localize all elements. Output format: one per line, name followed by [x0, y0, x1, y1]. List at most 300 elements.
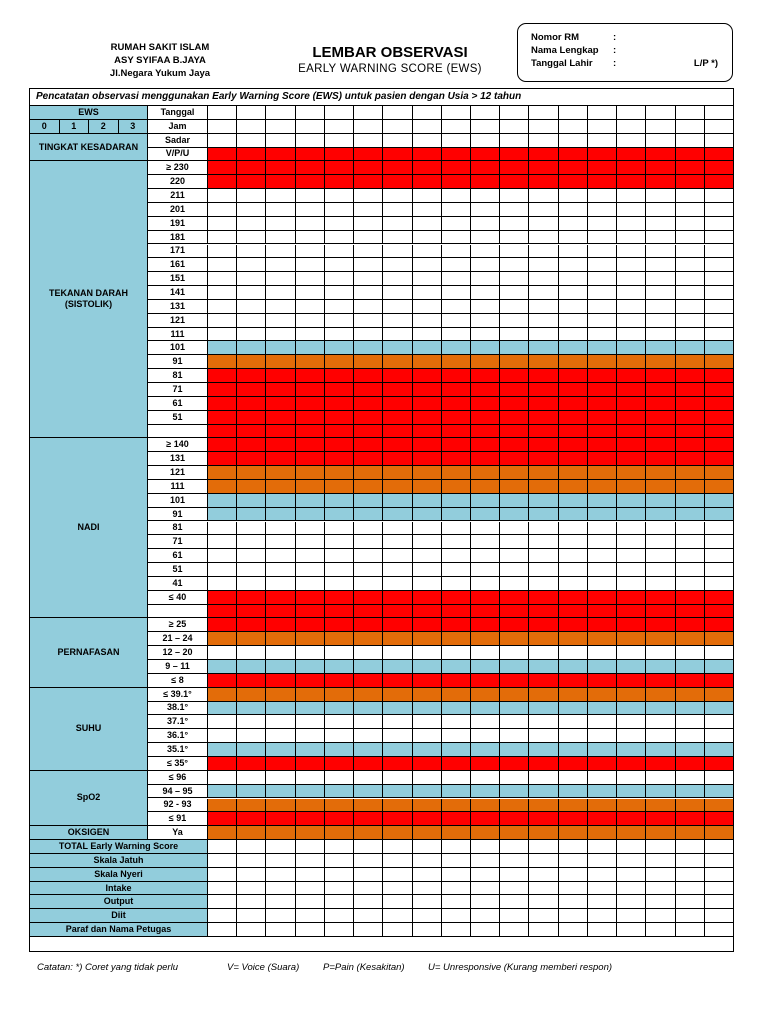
footer-cell[interactable]: [296, 923, 325, 937]
observation-cell[interactable]: [296, 231, 325, 245]
observation-cell[interactable]: [237, 314, 266, 328]
footer-cell[interactable]: [588, 840, 617, 854]
observation-cell[interactable]: [383, 300, 412, 314]
observation-cell[interactable]: [588, 245, 617, 259]
observation-cell[interactable]: [208, 161, 237, 175]
observation-cell[interactable]: [354, 494, 383, 508]
observation-cell[interactable]: [705, 438, 734, 452]
time-cell[interactable]: [442, 120, 471, 134]
observation-cell[interactable]: [442, 591, 471, 605]
footer-cell[interactable]: [354, 854, 383, 868]
observation-cell[interactable]: [296, 563, 325, 577]
observation-cell[interactable]: [442, 328, 471, 342]
observation-cell[interactable]: [646, 522, 675, 536]
observation-cell[interactable]: [588, 577, 617, 591]
observation-cell[interactable]: [354, 134, 383, 148]
observation-cell[interactable]: [266, 688, 295, 702]
date-cell[interactable]: [471, 106, 500, 120]
observation-cell[interactable]: [442, 355, 471, 369]
observation-cell[interactable]: [471, 258, 500, 272]
observation-cell[interactable]: [617, 148, 646, 162]
observation-cell[interactable]: [617, 577, 646, 591]
observation-cell[interactable]: [529, 369, 558, 383]
observation-cell[interactable]: [559, 549, 588, 563]
observation-cell[interactable]: [354, 646, 383, 660]
observation-cell[interactable]: [588, 480, 617, 494]
observation-cell[interactable]: [296, 674, 325, 688]
observation-cell[interactable]: [529, 799, 558, 813]
observation-cell[interactable]: [208, 425, 237, 439]
footer-cell[interactable]: [588, 923, 617, 937]
observation-cell[interactable]: [500, 425, 529, 439]
observation-cell[interactable]: [646, 508, 675, 522]
footer-cell[interactable]: [296, 882, 325, 896]
observation-cell[interactable]: [237, 577, 266, 591]
observation-cell[interactable]: [208, 508, 237, 522]
observation-cell[interactable]: [500, 591, 529, 605]
observation-cell[interactable]: [383, 189, 412, 203]
observation-cell[interactable]: [500, 203, 529, 217]
observation-cell[interactable]: [383, 549, 412, 563]
observation-cell[interactable]: [559, 466, 588, 480]
observation-cell[interactable]: [529, 729, 558, 743]
footer-cell[interactable]: [208, 923, 237, 937]
observation-cell[interactable]: [500, 258, 529, 272]
footer-cell[interactable]: [500, 868, 529, 882]
observation-cell[interactable]: [617, 508, 646, 522]
observation-cell[interactable]: [676, 383, 705, 397]
observation-cell[interactable]: [266, 286, 295, 300]
observation-cell[interactable]: [676, 480, 705, 494]
observation-cell[interactable]: [208, 245, 237, 259]
observation-cell[interactable]: [442, 425, 471, 439]
observation-cell[interactable]: [676, 729, 705, 743]
observation-cell[interactable]: [676, 618, 705, 632]
observation-cell[interactable]: [617, 161, 646, 175]
observation-cell[interactable]: [442, 508, 471, 522]
observation-cell[interactable]: [529, 425, 558, 439]
observation-cell[interactable]: [500, 785, 529, 799]
footer-cell[interactable]: [646, 923, 675, 937]
observation-cell[interactable]: [296, 771, 325, 785]
observation-cell[interactable]: [208, 771, 237, 785]
observation-cell[interactable]: [413, 452, 442, 466]
observation-cell[interactable]: [325, 771, 354, 785]
observation-cell[interactable]: [442, 757, 471, 771]
observation-cell[interactable]: [676, 535, 705, 549]
observation-cell[interactable]: [325, 535, 354, 549]
observation-cell[interactable]: [676, 438, 705, 452]
observation-cell[interactable]: [705, 314, 734, 328]
observation-cell[interactable]: [325, 632, 354, 646]
observation-cell[interactable]: [559, 355, 588, 369]
observation-cell[interactable]: [442, 148, 471, 162]
observation-cell[interactable]: [442, 826, 471, 840]
observation-cell[interactable]: [296, 425, 325, 439]
observation-cell[interactable]: [500, 715, 529, 729]
observation-cell[interactable]: [705, 466, 734, 480]
footer-cell[interactable]: [705, 882, 734, 896]
observation-cell[interactable]: [676, 369, 705, 383]
observation-cell[interactable]: [617, 522, 646, 536]
observation-cell[interactable]: [529, 743, 558, 757]
observation-cell[interactable]: [471, 646, 500, 660]
observation-cell[interactable]: [529, 452, 558, 466]
observation-cell[interactable]: [646, 812, 675, 826]
observation-cell[interactable]: [676, 743, 705, 757]
observation-cell[interactable]: [325, 355, 354, 369]
observation-cell[interactable]: [208, 494, 237, 508]
observation-cell[interactable]: [588, 272, 617, 286]
observation-cell[interactable]: [413, 328, 442, 342]
observation-cell[interactable]: [705, 771, 734, 785]
observation-cell[interactable]: [471, 217, 500, 231]
observation-cell[interactable]: [676, 328, 705, 342]
observation-cell[interactable]: [237, 508, 266, 522]
observation-cell[interactable]: [325, 618, 354, 632]
observation-cell[interactable]: [705, 688, 734, 702]
footer-cell[interactable]: [500, 895, 529, 909]
observation-cell[interactable]: [617, 355, 646, 369]
observation-cell[interactable]: [529, 702, 558, 716]
observation-cell[interactable]: [529, 535, 558, 549]
observation-cell[interactable]: [617, 743, 646, 757]
observation-cell[interactable]: [266, 757, 295, 771]
observation-cell[interactable]: [296, 286, 325, 300]
observation-cell[interactable]: [559, 258, 588, 272]
observation-cell[interactable]: [237, 826, 266, 840]
observation-cell[interactable]: [354, 397, 383, 411]
observation-cell[interactable]: [266, 702, 295, 716]
observation-cell[interactable]: [646, 591, 675, 605]
footer-cell[interactable]: [383, 895, 412, 909]
observation-cell[interactable]: [383, 314, 412, 328]
observation-cell[interactable]: [529, 826, 558, 840]
observation-cell[interactable]: [237, 702, 266, 716]
observation-cell[interactable]: [208, 688, 237, 702]
observation-cell[interactable]: [442, 480, 471, 494]
observation-cell[interactable]: [676, 397, 705, 411]
observation-cell[interactable]: [354, 286, 383, 300]
observation-cell[interactable]: [588, 522, 617, 536]
observation-cell[interactable]: [442, 632, 471, 646]
observation-cell[interactable]: [237, 660, 266, 674]
observation-cell[interactable]: [413, 618, 442, 632]
observation-cell[interactable]: [500, 148, 529, 162]
observation-cell[interactable]: [471, 812, 500, 826]
observation-cell[interactable]: [208, 314, 237, 328]
observation-cell[interactable]: [354, 411, 383, 425]
observation-cell[interactable]: [442, 522, 471, 536]
observation-cell[interactable]: [354, 383, 383, 397]
observation-cell[interactable]: [208, 812, 237, 826]
observation-cell[interactable]: [500, 632, 529, 646]
observation-cell[interactable]: [471, 452, 500, 466]
observation-cell[interactable]: [383, 341, 412, 355]
observation-cell[interactable]: [588, 328, 617, 342]
observation-cell[interactable]: [500, 729, 529, 743]
observation-cell[interactable]: [208, 605, 237, 619]
observation-cell[interactable]: [442, 314, 471, 328]
observation-cell[interactable]: [325, 397, 354, 411]
observation-cell[interactable]: [208, 134, 237, 148]
observation-cell[interactable]: [559, 369, 588, 383]
observation-cell[interactable]: [617, 632, 646, 646]
observation-cell[interactable]: [354, 826, 383, 840]
footer-cell[interactable]: [500, 882, 529, 896]
observation-cell[interactable]: [617, 189, 646, 203]
footer-cell[interactable]: [617, 868, 646, 882]
observation-cell[interactable]: [676, 632, 705, 646]
observation-cell[interactable]: [383, 369, 412, 383]
observation-cell[interactable]: [559, 674, 588, 688]
observation-cell[interactable]: [208, 549, 237, 563]
observation-cell[interactable]: [325, 646, 354, 660]
observation-cell[interactable]: [559, 729, 588, 743]
observation-cell[interactable]: [705, 577, 734, 591]
observation-cell[interactable]: [500, 660, 529, 674]
observation-cell[interactable]: [646, 563, 675, 577]
observation-cell[interactable]: [442, 369, 471, 383]
footer-cell[interactable]: [705, 909, 734, 923]
observation-cell[interactable]: [705, 799, 734, 813]
observation-cell[interactable]: [529, 341, 558, 355]
observation-cell[interactable]: [413, 508, 442, 522]
observation-cell[interactable]: [471, 799, 500, 813]
observation-cell[interactable]: [705, 549, 734, 563]
observation-cell[interactable]: [500, 438, 529, 452]
observation-cell[interactable]: [646, 646, 675, 660]
observation-cell[interactable]: [559, 217, 588, 231]
observation-cell[interactable]: [354, 452, 383, 466]
observation-cell[interactable]: [413, 161, 442, 175]
observation-cell[interactable]: [646, 702, 675, 716]
observation-cell[interactable]: [529, 355, 558, 369]
observation-cell[interactable]: [646, 411, 675, 425]
observation-cell[interactable]: [354, 328, 383, 342]
observation-cell[interactable]: [208, 563, 237, 577]
observation-cell[interactable]: [296, 466, 325, 480]
observation-cell[interactable]: [208, 785, 237, 799]
observation-cell[interactable]: [383, 563, 412, 577]
observation-cell[interactable]: [208, 148, 237, 162]
observation-cell[interactable]: [237, 286, 266, 300]
observation-cell[interactable]: [354, 591, 383, 605]
footer-cell[interactable]: [296, 895, 325, 909]
footer-cell[interactable]: [529, 840, 558, 854]
observation-cell[interactable]: [705, 258, 734, 272]
observation-cell[interactable]: [617, 300, 646, 314]
observation-cell[interactable]: [442, 563, 471, 577]
observation-cell[interactable]: [325, 812, 354, 826]
observation-cell[interactable]: [237, 563, 266, 577]
footer-cell[interactable]: [559, 840, 588, 854]
observation-cell[interactable]: [266, 577, 295, 591]
observation-cell[interactable]: [266, 355, 295, 369]
observation-cell[interactable]: [471, 438, 500, 452]
observation-cell[interactable]: [588, 702, 617, 716]
observation-cell[interactable]: [296, 591, 325, 605]
observation-cell[interactable]: [208, 355, 237, 369]
footer-cell[interactable]: [383, 854, 412, 868]
observation-cell[interactable]: [383, 743, 412, 757]
observation-cell[interactable]: [529, 300, 558, 314]
observation-cell[interactable]: [500, 189, 529, 203]
footer-cell[interactable]: [442, 923, 471, 937]
observation-cell[interactable]: [237, 715, 266, 729]
observation-cell[interactable]: [296, 812, 325, 826]
observation-cell[interactable]: [354, 632, 383, 646]
observation-cell[interactable]: [588, 203, 617, 217]
observation-cell[interactable]: [559, 743, 588, 757]
observation-cell[interactable]: [237, 245, 266, 259]
observation-cell[interactable]: [413, 785, 442, 799]
observation-cell[interactable]: [325, 688, 354, 702]
observation-cell[interactable]: [237, 646, 266, 660]
observation-cell[interactable]: [705, 397, 734, 411]
observation-cell[interactable]: [442, 785, 471, 799]
observation-cell[interactable]: [442, 438, 471, 452]
observation-cell[interactable]: [588, 258, 617, 272]
footer-cell[interactable]: [266, 868, 295, 882]
footer-cell[interactable]: [617, 895, 646, 909]
observation-cell[interactable]: [383, 591, 412, 605]
observation-cell[interactable]: [676, 591, 705, 605]
observation-cell[interactable]: [413, 425, 442, 439]
observation-cell[interactable]: [208, 702, 237, 716]
observation-cell[interactable]: [237, 729, 266, 743]
footer-cell[interactable]: [676, 868, 705, 882]
observation-cell[interactable]: [705, 826, 734, 840]
observation-cell[interactable]: [354, 203, 383, 217]
observation-cell[interactable]: [266, 674, 295, 688]
observation-cell[interactable]: [676, 466, 705, 480]
observation-cell[interactable]: [559, 591, 588, 605]
observation-cell[interactable]: [617, 757, 646, 771]
observation-cell[interactable]: [559, 577, 588, 591]
footer-cell[interactable]: [500, 923, 529, 937]
observation-cell[interactable]: [617, 618, 646, 632]
footer-cell[interactable]: [266, 923, 295, 937]
observation-cell[interactable]: [296, 134, 325, 148]
footer-cell[interactable]: [325, 923, 354, 937]
observation-cell[interactable]: [588, 743, 617, 757]
observation-cell[interactable]: [325, 341, 354, 355]
date-cell[interactable]: [354, 106, 383, 120]
observation-cell[interactable]: [383, 508, 412, 522]
observation-cell[interactable]: [354, 314, 383, 328]
observation-cell[interactable]: [237, 161, 266, 175]
footer-cell[interactable]: [354, 895, 383, 909]
observation-cell[interactable]: [237, 785, 266, 799]
observation-cell[interactable]: [442, 203, 471, 217]
observation-cell[interactable]: [500, 535, 529, 549]
observation-cell[interactable]: [529, 383, 558, 397]
observation-cell[interactable]: [413, 632, 442, 646]
observation-cell[interactable]: [413, 743, 442, 757]
observation-cell[interactable]: [471, 397, 500, 411]
observation-cell[interactable]: [471, 688, 500, 702]
observation-cell[interactable]: [646, 217, 675, 231]
observation-cell[interactable]: [325, 785, 354, 799]
observation-cell[interactable]: [383, 203, 412, 217]
observation-cell[interactable]: [705, 702, 734, 716]
observation-cell[interactable]: [617, 494, 646, 508]
observation-cell[interactable]: [296, 189, 325, 203]
observation-cell[interactable]: [296, 328, 325, 342]
observation-cell[interactable]: [296, 341, 325, 355]
observation-cell[interactable]: [325, 466, 354, 480]
observation-cell[interactable]: [471, 466, 500, 480]
observation-cell[interactable]: [354, 618, 383, 632]
observation-cell[interactable]: [559, 494, 588, 508]
observation-cell[interactable]: [617, 785, 646, 799]
footer-cell[interactable]: [354, 868, 383, 882]
observation-cell[interactable]: [646, 674, 675, 688]
observation-cell[interactable]: [237, 341, 266, 355]
observation-cell[interactable]: [500, 799, 529, 813]
observation-cell[interactable]: [296, 577, 325, 591]
observation-cell[interactable]: [383, 452, 412, 466]
observation-cell[interactable]: [559, 134, 588, 148]
observation-cell[interactable]: [325, 452, 354, 466]
observation-cell[interactable]: [237, 148, 266, 162]
time-cell[interactable]: [354, 120, 383, 134]
footer-cell[interactable]: [296, 909, 325, 923]
observation-cell[interactable]: [296, 480, 325, 494]
time-cell[interactable]: [617, 120, 646, 134]
observation-cell[interactable]: [588, 605, 617, 619]
footer-cell[interactable]: [676, 840, 705, 854]
observation-cell[interactable]: [471, 660, 500, 674]
observation-cell[interactable]: [500, 480, 529, 494]
observation-cell[interactable]: [500, 369, 529, 383]
observation-cell[interactable]: [500, 355, 529, 369]
time-cell[interactable]: [383, 120, 412, 134]
observation-cell[interactable]: [266, 328, 295, 342]
observation-cell[interactable]: [559, 175, 588, 189]
observation-cell[interactable]: [266, 369, 295, 383]
footer-cell[interactable]: [471, 923, 500, 937]
observation-cell[interactable]: [354, 799, 383, 813]
observation-cell[interactable]: [529, 161, 558, 175]
observation-cell[interactable]: [471, 341, 500, 355]
observation-cell[interactable]: [676, 161, 705, 175]
observation-cell[interactable]: [296, 522, 325, 536]
observation-cell[interactable]: [529, 646, 558, 660]
observation-cell[interactable]: [529, 480, 558, 494]
observation-cell[interactable]: [559, 438, 588, 452]
observation-cell[interactable]: [413, 383, 442, 397]
observation-cell[interactable]: [442, 715, 471, 729]
observation-cell[interactable]: [588, 646, 617, 660]
observation-cell[interactable]: [325, 591, 354, 605]
observation-cell[interactable]: [237, 743, 266, 757]
observation-cell[interactable]: [266, 729, 295, 743]
observation-cell[interactable]: [588, 494, 617, 508]
observation-cell[interactable]: [266, 383, 295, 397]
observation-cell[interactable]: [354, 231, 383, 245]
observation-cell[interactable]: [442, 189, 471, 203]
observation-cell[interactable]: [354, 771, 383, 785]
observation-cell[interactable]: [646, 314, 675, 328]
observation-cell[interactable]: [237, 383, 266, 397]
observation-cell[interactable]: [529, 494, 558, 508]
observation-cell[interactable]: [500, 743, 529, 757]
observation-cell[interactable]: [646, 175, 675, 189]
date-cell[interactable]: [325, 106, 354, 120]
observation-cell[interactable]: [266, 591, 295, 605]
